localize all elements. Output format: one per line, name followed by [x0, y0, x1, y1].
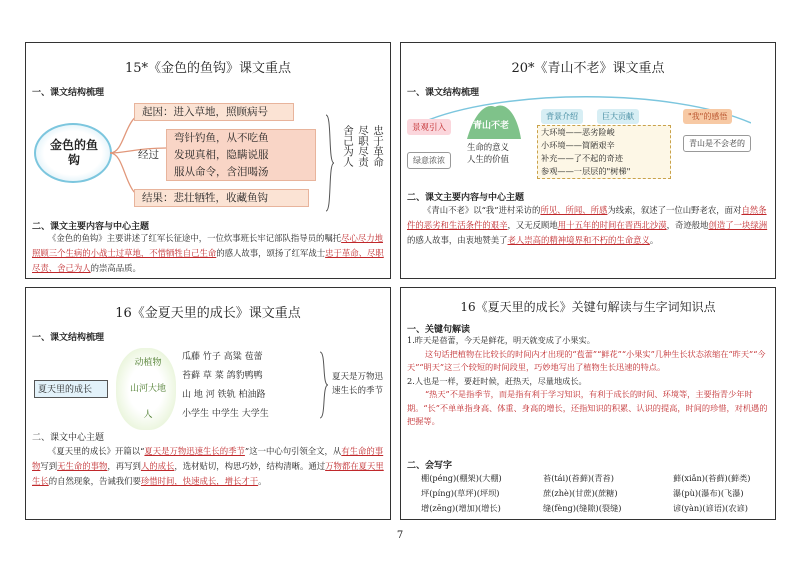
tag-green: 绿意浓浓: [407, 152, 451, 169]
summary-paragraph: 《夏天里的成长》开篇以“夏天是万物迅速生长的季节”这一中心句引领全文，从有生命的事物写到无生命的事物，再写到人的成长，选材贴切，构思巧妙，结构清晰。通过万物都在夏天里生长的自然现象，告诫我们要珍惜时间，快速成长，增长才干。: [32, 446, 384, 486]
panel-golden-fishhook: [25, 42, 391, 279]
cause-text: 起因：进入草地，照顾病号: [142, 106, 268, 118]
section-heading: 一、课文结构梳理: [407, 88, 480, 98]
summary-paragraph: 《青山不老》以“我”进村采访的所见、所闻、所感为线索，叙述了一位山野老农，面对自然条件的恶劣和生活条件的艰辛，又无反顾地用十五年的时间在晋西北沙漠，奇迹般地创造了一块绿洲的感人故事，由衷地赞美了老人崇高的精神境界和不朽的生命意义。: [407, 205, 768, 245]
theme-sentence: 夏天是万物迅 速生长的季节: [332, 372, 384, 396]
panel-title: 15*《金色的鱼钩》课文重点: [124, 61, 292, 76]
process-label: 经过: [138, 149, 159, 161]
center-sub: 生命的意义 人生的价值: [467, 142, 509, 164]
center-label: 金色的鱼钩: [49, 138, 98, 167]
section-heading: 二、课文主要内容与中心主题: [32, 222, 150, 232]
categories: 动植物 山河大地 人: [129, 358, 166, 420]
tag-feeling: "我"的感悟: [683, 109, 732, 124]
key-sentences: 1.昨天是蓓蕾，今天是鲜花，明天就变成了小果实。 这句话把植物在比较长的时间内才出现的“苞蕾”“鲜花”“小果实”几种生长状态浓缩在“昨天”“今天”“明天”这三个较短的时间段里，巧妙地写出了植物生长迅速的特点。 2.人也是一样，要赶时候，赶热天，尽量地成长。 “热天”不是指季节，而是指有利于学习知识，有利于成长的时间、环境等，主要指青少年时期。“长”不单单指身高、体重、身高的增长，还指知识的积累、认识的提高，时间的珍惜，对机遇的把握等。: [407, 335, 768, 426]
examples: 瓜藤 竹子 高粱 苞蕾 苔藓 草 菜 鸽豹鸭鸭 山 地 河 铁轨 柏油路 小学生 中学生 大学生: [182, 352, 269, 419]
tag-never-old: 青山是不会老的: [683, 135, 751, 152]
tag-contribution: 巨大贡献: [597, 109, 639, 124]
summary-paragraph: 《金色的鱼钩》主要讲述了红军长征途中，一位炊事班长牢记部队指导员的嘱托尽心尽力地照顾三个生病的小战士过草地，不惜牺牲自己生命的感人故事，颂扬了红军战士忠于革命、尽职尽责、舍己为人的崇高品质。: [32, 233, 384, 273]
section-heading: 一、课文结构梳理: [32, 88, 105, 98]
quality-3: 舍己为人: [342, 125, 354, 167]
quality-1: 忠于革命: [372, 125, 384, 167]
center-label: 青山不老: [473, 121, 510, 131]
section-heading: 二、课文主要内容与中心主题: [407, 193, 525, 203]
panel-green-mountain: [400, 42, 776, 279]
detail-text: 大环境——恶劣险峻 小环境——简陋艰辛 补充——了不起的奇迹 参观——一层层的"树梯": [541, 127, 631, 176]
section-heading: 一、课文结构梳理: [32, 333, 105, 343]
result-text: 结果：悲壮牺牲，收藏鱼钩: [142, 192, 268, 204]
right-brace: [324, 113, 336, 213]
page-number: 7: [396, 530, 404, 541]
panel-title: 16《夏天里的成长》关键句解读与生字词知识点: [460, 300, 716, 314]
panel-key-sentences: [400, 287, 776, 520]
right-brace: [318, 350, 330, 420]
quality-2: 尽职尽责: [357, 125, 369, 167]
center-label: 夏天里的成长: [38, 385, 93, 395]
section-heading: 二、会写字: [407, 461, 453, 471]
word-grid: 棚(péng)(棚架)(大棚) 苔(tái)(苔藓)(青苔) 藓(xiǎn)(苔藓)(藓类) 坪(píng)(草坪)(坪坝) 蔗(zhè)(甘蔗)(蔗糖) 瀑(pù)(瀑布)(飞瀑) 增(zēng)(增加)(增长) 缝(fèng)(缝隙)(裂缝) 谚(yàn)(谚语)(农谚): [421, 473, 751, 513]
tag-background: 背景介绍: [541, 109, 583, 124]
section-heading: 一、关键句解读: [407, 325, 471, 335]
panel-title: 16《金夏天里的成长》课文重点: [115, 306, 301, 321]
process-text: 弯针钓鱼，从不吃鱼 发现真相，隐瞒说服 服从命令，含泪喝汤: [174, 132, 269, 178]
section-heading: 二、课文中心主题: [32, 433, 105, 443]
tag-scene: 景观引入: [407, 119, 451, 135]
panel-summer-growth: [25, 287, 391, 520]
panel-title: 20*《青山不老》课文重点: [511, 61, 665, 76]
